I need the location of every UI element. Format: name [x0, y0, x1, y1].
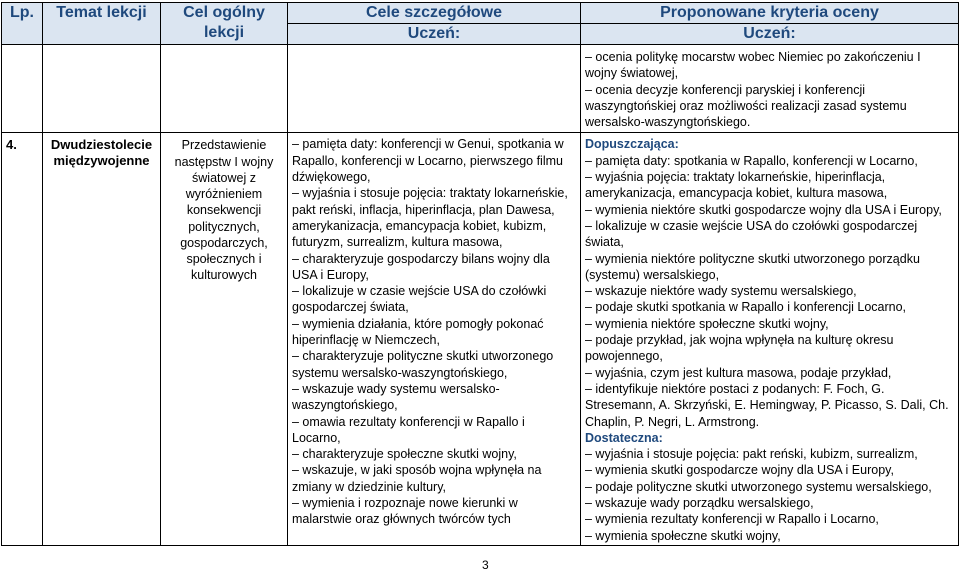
- continuation-empty-topic: [43, 45, 161, 133]
- lesson-row: [2, 133, 959, 545]
- lesson-specific-goals: [288, 133, 581, 545]
- goal-item: – wskazuje wady systemu wersalsko-waszyngtońskiego,: [292, 381, 500, 413]
- criteria-item: – lokalizuje w czasie wejście USA do czołówki gospodarczej świata,: [585, 218, 918, 250]
- continuation-empty-goal: [161, 45, 288, 133]
- goal-item: – lokalizuje w czasie wejście USA do czołówki gospodarczej świata,: [292, 284, 547, 315]
- criteria-item: – wyjaśnia pojęcia: traktaty lokarneńskie, hiperinflacja, amerykanizacja, emancypacja kobiet, kultura masowa,: [585, 170, 888, 201]
- criteria-item: – wyjaśnia i stosuje pojęcia: pakt reński, kubizm, surrealizm,: [585, 447, 918, 462]
- lesson-topic: Dwudziestolecie międzywojenne: [43, 133, 161, 545]
- goal-item: – wskazuje, w jaki sposób wojna wpłynęła na zmiany w dziedzinie kultury,: [292, 463, 542, 494]
- criteria-item: – wskazuje wady porządku wersalskiego,: [585, 496, 814, 511]
- lesson-criteria: [581, 133, 959, 545]
- goal-item: – charakteryzuje gospodarczy bilans wojny dla USA i Europy,: [292, 251, 550, 282]
- header-general-goal: Cel ogólny lekcji: [161, 3, 288, 45]
- lesson-number: 4.: [2, 133, 43, 545]
- goal-item: – wymienia i rozpoznaje nowe kierunki w malarstwie oraz głównych twórców tych: [292, 496, 518, 527]
- continuation-criteria: [581, 45, 959, 133]
- criteria-item: – wymienia niektóre skutki gospodarcze wojny dla USA i Europy,: [585, 202, 942, 217]
- criteria-item: – pamięta daty: spotkania w Rapallo, konferencji w Locarno,: [585, 153, 918, 168]
- header-student-criteria: Uczeń:: [581, 24, 959, 45]
- criteria-line: – ocenia politykę mocarstw wobec Niemiec po zakończeniu I wojny światowej,: [585, 50, 921, 81]
- criteria-item: – wymienia skutki gospodarcze wojny dla USA i Europy,: [585, 463, 894, 478]
- criteria-item: – wyjaśnia, czym jest kultura masowa, podaje przykład,: [585, 365, 892, 380]
- header-student-goals: Uczeń:: [288, 24, 581, 45]
- criteria-item: – podaje polityczne skutki utworzonego systemu wersalskiego,: [585, 479, 932, 494]
- criteria-item: – wymienia niektóre społeczne skutki wojny,: [585, 316, 829, 331]
- header-specific-goals: Cele szczegółowe: [288, 3, 581, 24]
- header-topic: Temat lekcji: [43, 3, 161, 45]
- continuation-empty-specific: [288, 45, 581, 133]
- criteria-line: – ocenia decyzje konferencji paryskiej i konferencji waszyngtońskiej oraz możliwości realizacji zasad systemu wersalsko-waszyngtońskiego.: [585, 82, 907, 130]
- header-criteria: Proponowane kryteria oceny: [581, 3, 959, 24]
- criteria-item: – wymienia społeczne skutki wojny,: [585, 528, 781, 543]
- goal-item: – pamięta daty: konferencji w Genui, spotkania w Rapallo, konferencji w Locarno, pierwszego filmu dźwiękowego,: [292, 137, 564, 185]
- goal-item: – charakteryzuje polityczne skutki utworzonego systemu wersalsko-waszyngtońskiego,: [292, 349, 554, 380]
- criteria-item: – wymienia rezultaty konferencji w Rapallo i Locarno,: [585, 512, 879, 527]
- goal-item: – omawia rezultaty konferencji w Rapallo i Locarno,: [292, 414, 525, 445]
- continuation-empty-lp: [2, 45, 43, 133]
- grade-label-dopuszczajaca: Dopuszczająca:: [585, 137, 679, 152]
- goal-item: – wymienia działania, które pomogły pokonać hiperinflację w Niemczech,: [292, 316, 544, 348]
- header-row: [2, 3, 959, 24]
- grade-label-dostateczna: Dostateczna:: [585, 430, 663, 445]
- page-number: 3: [482, 558, 489, 572]
- criteria-item: – podaje skutki spotkania w Rapallo i konferencji Locarno,: [585, 300, 907, 315]
- header-lp: Lp.: [2, 3, 43, 45]
- continuation-row: [2, 45, 959, 133]
- criteria-item: – identyfikuje niektóre postaci z podanych: F. Foch, G. Stresemann, A. Skrzyński, E. Hemingway, P. Picasso, S. Dali, Ch. Chaplin, P. Negri, L. Armstrong.: [585, 381, 949, 429]
- goal-item: – charakteryzuje społeczne skutki wojny,: [292, 447, 517, 462]
- criteria-item: – wskazuje niektóre wady systemu wersalskiego,: [585, 284, 857, 299]
- criteria-item: – wymienia niektóre polityczne skutki utworzonego porządku (systemu) wersalskiego,: [585, 251, 920, 282]
- lesson-general-goal: Przedstawienie następstw I wojny światowej z wyróżnieniem konsekwencji politycznych, gospodarczych, społecznych i kulturowych: [161, 133, 288, 545]
- goal-item: – wyjaśnia i stosuje pojęcia: traktaty lokarneńskie, pakt reński, inflacja, hiperinflacja, plan Dawesa, amerykanizacja, emancypacja kobiet, kubizm, futuryzm, surrealizm, kultura masowa,: [292, 186, 568, 250]
- curriculum-table: [1, 2, 959, 546]
- criteria-item: – podaje przykład, jak wojna wpłynęła na kulturę okresu powojennego,: [585, 333, 894, 364]
